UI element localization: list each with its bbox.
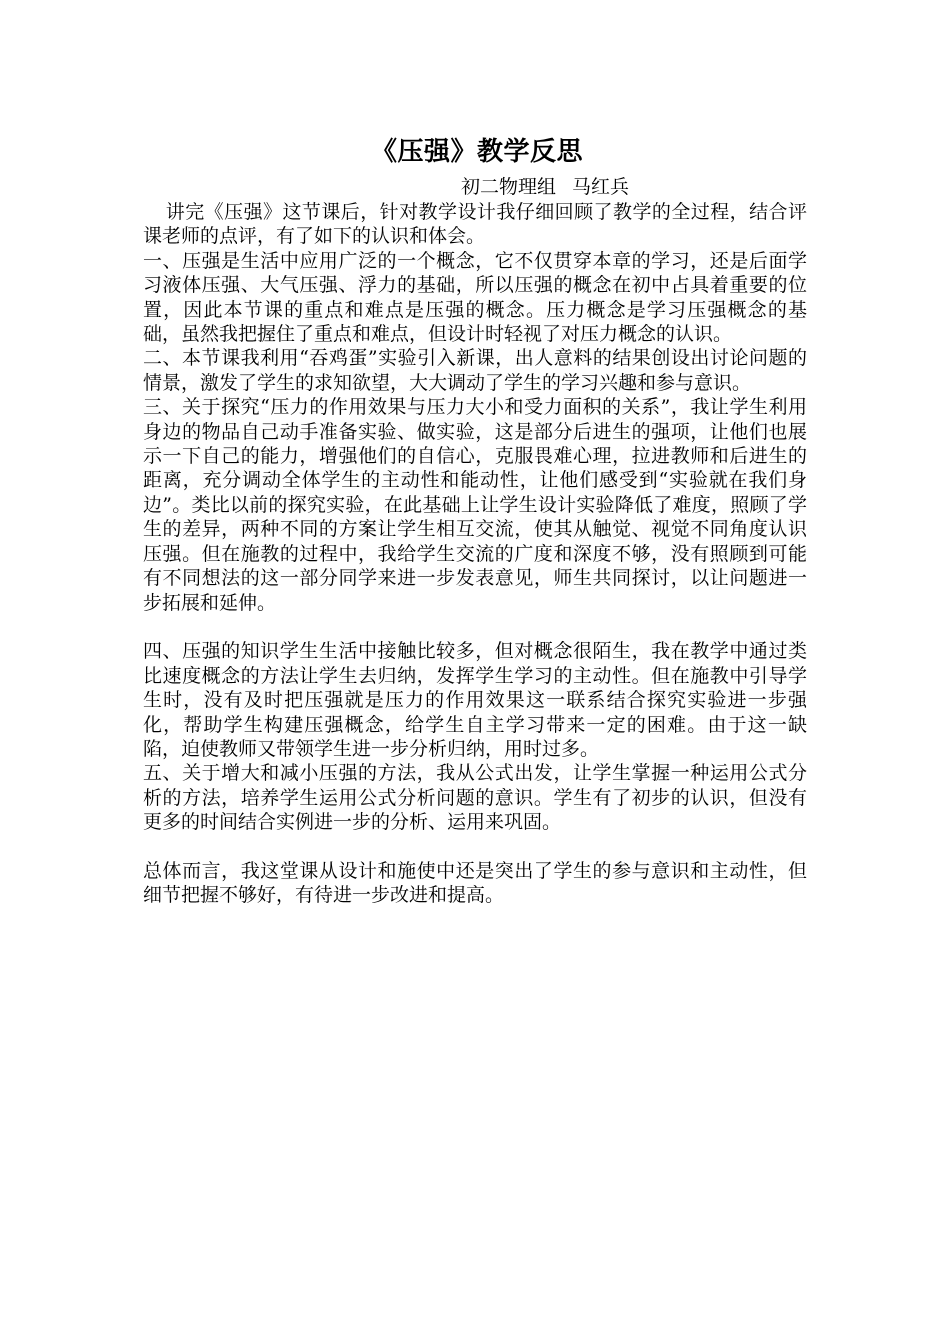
section-2-paragraph: 二、本节课我利用“吞鸡蛋”实验引入新课，出人意料的结果创设出讨论问题的情景，激发了学生的求知欲望，大大调动了学生的学习兴趣和参与意识。 [143,347,807,394]
author-group: 初二物理组 [461,176,557,198]
section-5-paragraph: 五、关于增大和减小压强的方法，我从公式出发，让学生掌握一种运用公式分析的方法，培养学生运用公式分析问题的意识。学生有了初步的认识，但没有更多的时间结合实例进一步的分析、运用来巩固。 [143,762,807,834]
author-name: 马红兵 [572,176,630,198]
document-page [143,132,807,908]
summary-paragraph: 总体而言，我这堂课从设计和施使中还是突出了学生的参与意识和主动性，但细节把握不够好，有待进一步改进和提高。 [143,859,807,907]
section-3-paragraph: 三、关于探究“压力的作用效果与压力大小和受力面积的关系”，我让学生利用身边的物品自己动手准备实验、做实验，这是部分后进生的强项，让他们也展示一下自己的能力，增强他们的自信心，克服畏难心理，拉进教师和后进生的距离，充分调动全体学生的主动性和能动性，让他们感受到“实验就在我们身边”。类比以前的探究实验，在此基础上让学生设计实验降低了难度，照顾了学生的差异，两种不同的方案让学生相互交流，使其从触觉、视觉不同角度认识压强。但在施教的过程中，我给学生交流的广度和深度不够，没有照顾到可能有不同想法的这一部分同学来进一步发表意见，师生共同探讨，以让问题进一步拓展和延伸。 [143,396,807,614]
author-line [143,174,807,200]
intro-paragraph: 讲完《压强》这节课后，针对教学设计我仔细回顾了教学的全过程，结合评课老师的点评，有了如下的认识和体会。 [143,201,807,248]
blank-line [143,835,807,859]
section-1-paragraph: 一、压强是生活中应用广泛的一个概念，它不仅贯穿本章的学习，还是后面学习液体压强、大气压强、浮力的基础，所以压强的概念在初中占具着重要的位置，因此本节课的重点和难点是压强的概念。压力概念是学习压强概念的基础，虽然我把握住了重点和难点，但设计时轻视了对压力概念的认识。 [143,249,807,346]
section-4-paragraph: 四、压强的知识学生生活中接触比较多，但对概念很陌生，我在教学中通过类比速度概念的方法让学生去归纳，发挥学生学习的主动性。但在施教中引导学生时，没有及时把压强就是压力的作用效果这一联系结合探究实验进一步强化，帮助学生构建压强概念，给学生自主学习带来一定的困难。由于这一缺陷，迫使教师又带领学生进一步分析归纳，用时过多。 [143,640,807,760]
blank-line [143,615,807,639]
document-title: 《压强》教学反思 [370,137,583,167]
